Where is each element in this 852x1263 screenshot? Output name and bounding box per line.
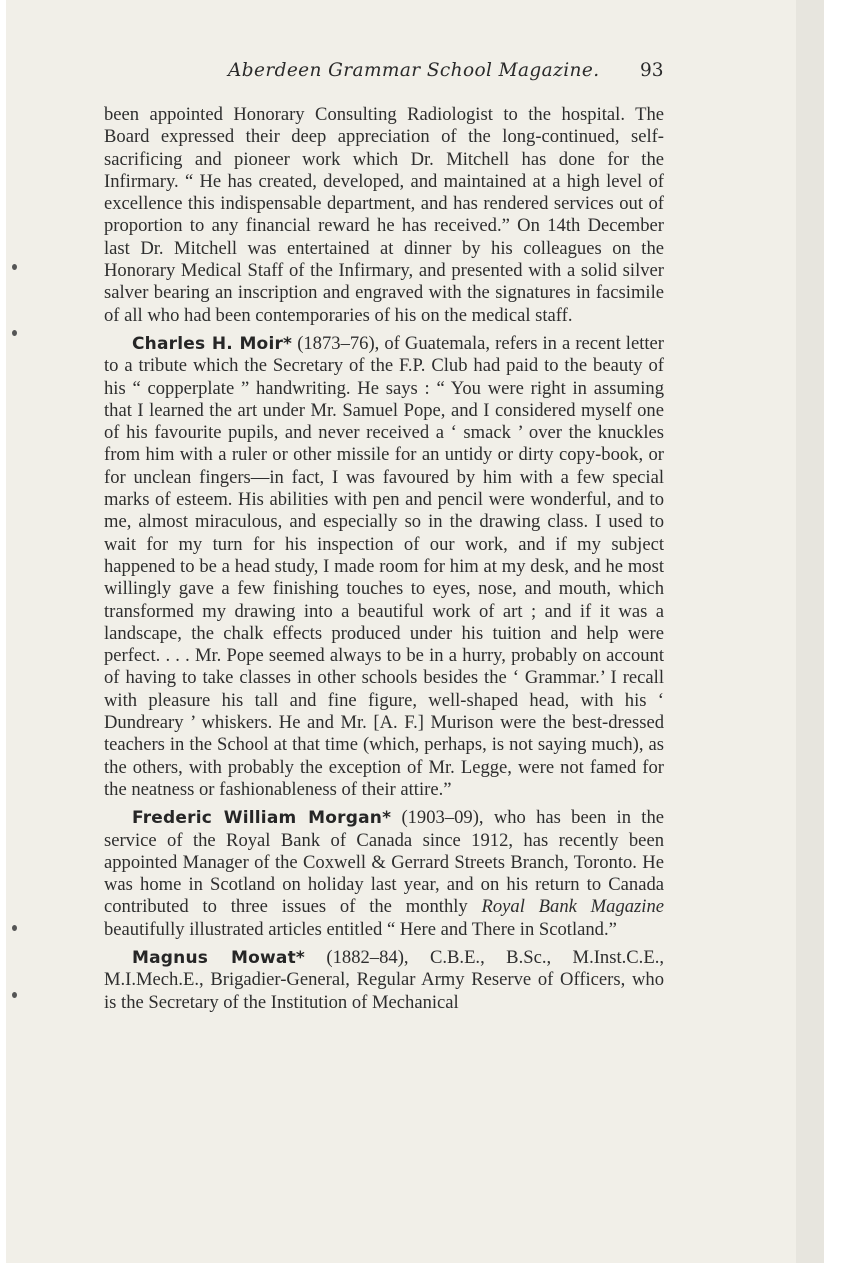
paragraph-text: (1873–76), of Guatemala, refers in a recent letter to a tribute which the Secretary of the F.P. Club had paid to the beauty of his “ copperplate ” handwriting. He says : “ You were right in assuming that I learned the art under Mr. Samuel Pope, and I considered myself one of his favourite pupils, and never received a ‘ smack ’ over the knuckles from him with a ruler or other missile for an untidy or dirty copy-book, or for unclean fingers—in fact, I was favoured by him with a few special marks of esteem. His abilities with pen and pencil were wonderful, and to me, almost miraculous, and especially so in the drawing class. I used to wait for my turn for his inspection of our work, and if my subject happened to be a head study, I made room for him at my desk, and he most willingly gave a few finishing touches to eyes, nose, and mouth, which transformed my drawing into a beautiful work of art ; and if it was a landscape, the chalk effects produced under his tuition and help were perfect. . . . Mr. Pope seemed always to be in a hurry, probably on account of having to take classes in other schools besides the ‘ Grammar.’ I recall with pleasure his tall and fine figure, well-shaped head, with his ‘ Dundreary ’ whiskers. He and Mr. [A. F.] Murison were the best-dressed teachers in the School at that time (which, perhaps, is not saying much), as the others, with probably the exception of Mr. Legge, were not famed for the neatness or fashionableness of their attire.” <box>104 332 664 800</box>
person-name: Frederic William Morgan* <box>132 808 392 829</box>
paragraph-mowat <box>104 947 664 1014</box>
margin-mark <box>12 330 17 336</box>
paragraph-text: beautifully illustrated articles entitled “ Here and There in Scotland.” <box>104 918 617 940</box>
margin-mark <box>12 925 17 931</box>
paragraph-mitchell <box>104 104 664 327</box>
paragraph-text: been appointed Honorary Consulting Radiologist to the hospital. The Board expressed their deep appreciation of the long-continued, self-sacrificing and pioneer work which Dr. Mitchell has done for the Infirmary. “ He has created, developed, and maintained at a high level of excellence this indispensable department, and has rendered services out of proportion to any financial reward he has received.” On 14th December last Dr. Mitchell was entertained at dinner by his colleagues on the Honorary Medical Staff of the Infirmary, and presented with a solid silver salver bearing an inscription and engraved with the signatures in facsimile of all who had been contemporaries of his on the medical staff. <box>104 104 664 326</box>
paragraph-moir <box>104 333 664 801</box>
person-name: Charles H. Moir* <box>132 333 293 354</box>
paragraph-text: (1882–84), C.B.E., B.Sc., M.Inst.C.E., M.I.Mech.E., Brigadier-General, Regular Army Reserve of Officers, who is the Secretary of the Institution of Mechanical <box>104 946 664 1013</box>
page-number: 93 <box>640 60 664 81</box>
running-header <box>0 60 852 90</box>
magazine-title: Royal Bank Magazine <box>481 896 665 918</box>
running-title: Aberdeen Grammar School Magazine. <box>228 60 600 81</box>
article-body <box>104 104 664 1020</box>
paragraph-morgan <box>104 807 664 941</box>
person-name: Magnus Mowat* <box>132 947 305 968</box>
page-edge-shadow <box>796 0 824 1263</box>
paragraph-text: (1903–09), who has been in the service of the Royal Bank of Canada since 1912, has recently been appointed Manager of the Coxwell & Gerrard Streets Branch, Toronto. He was home in Scotland on holiday last year, and on his return to Canada contributed to three issues of the monthly <box>104 807 664 918</box>
margin-mark <box>12 992 17 998</box>
margin-mark <box>12 264 17 270</box>
